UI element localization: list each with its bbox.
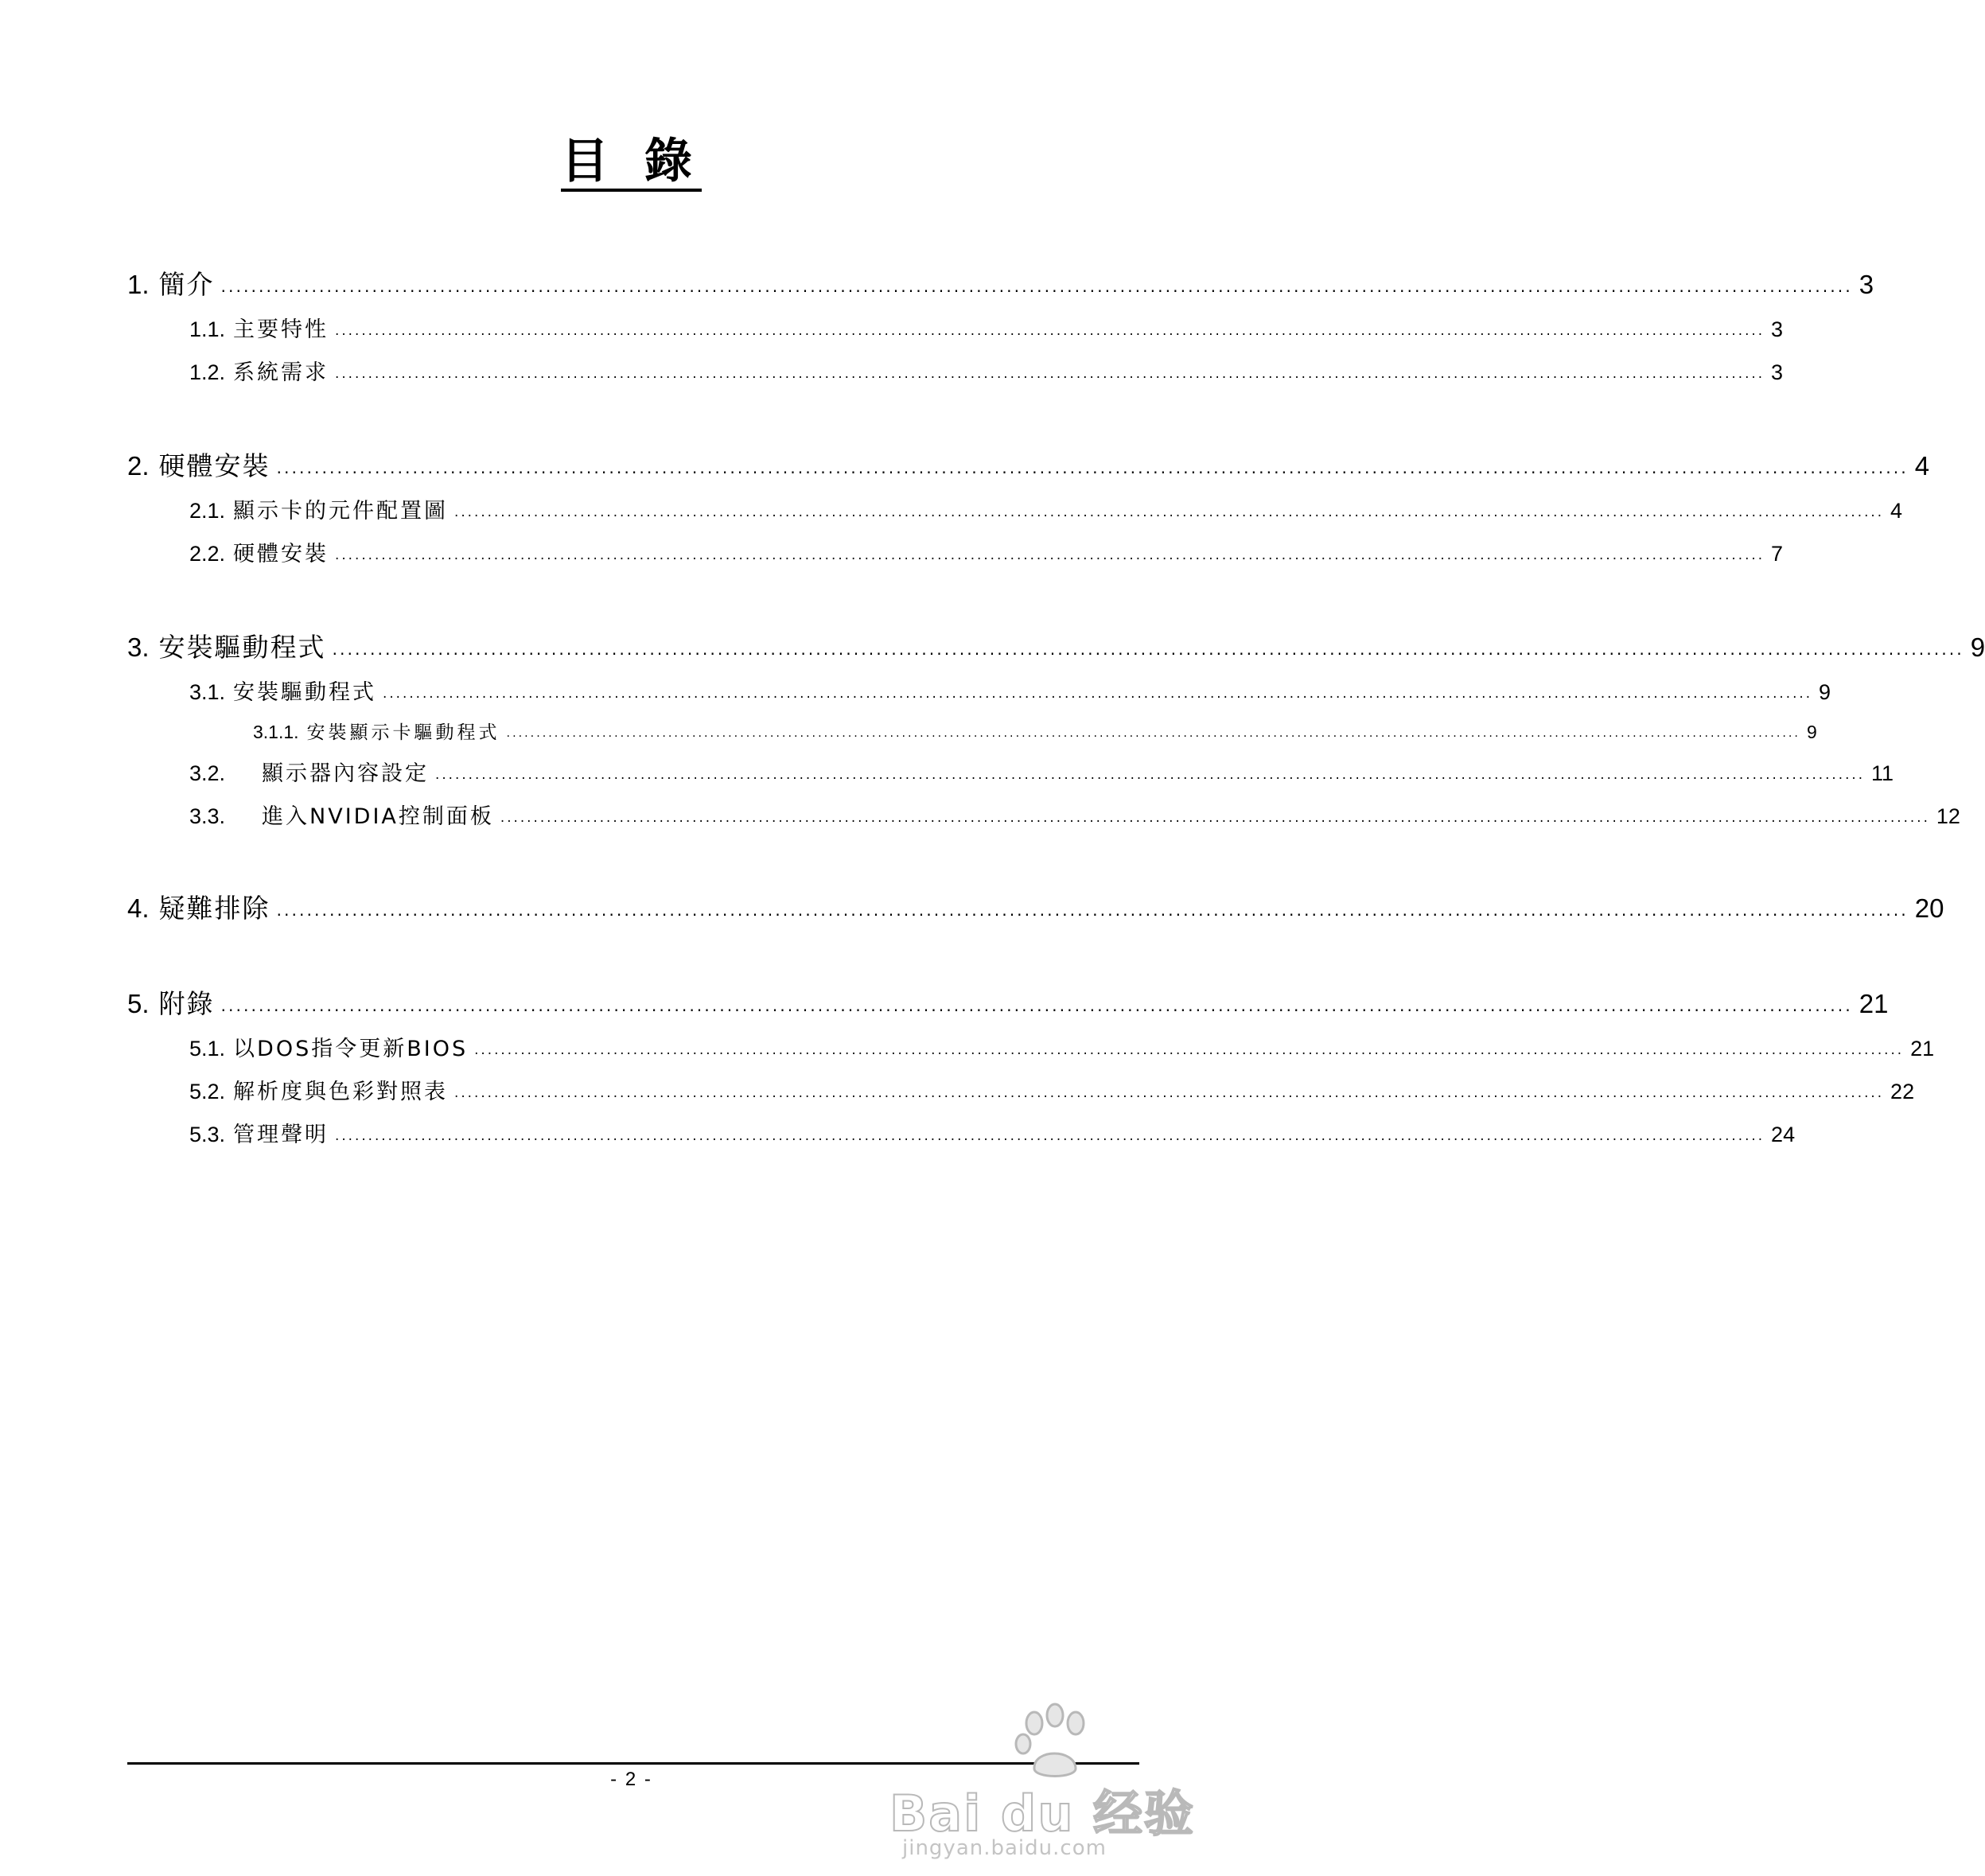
toc-dot-leader: ........................................................................................................................................................................................................................	[454, 1084, 1885, 1100]
toc-entry-page: 3	[1771, 317, 1784, 341]
toc-entry-title: 解析度與色彩對照表	[233, 1080, 449, 1104]
toc-entry[interactable]	[189, 756, 1894, 787]
toc-entry-page: 21	[1910, 1037, 1935, 1061]
toc-entry[interactable]	[127, 983, 1889, 1021]
toc-dot-leader: ........................................................................................................................................................................................................................	[500, 809, 1930, 825]
toc-dot-leader: ........................................................................................................................................................................................................................	[335, 365, 1765, 381]
toc-entry-number: 1.1.	[189, 317, 226, 341]
toc-entry[interactable]	[189, 493, 1903, 524]
toc-entry-title: 系統需求	[233, 360, 329, 385]
toc-dot-leader: ........................................................................................................................................................................................................................	[335, 322, 1765, 338]
toc-dot-leader: ........................................................................................................................................................................................................................	[220, 277, 1853, 296]
toc-entry-title: 安裝驅動程式	[158, 632, 326, 663]
toc-entry-title: 進入NVIDIA控制面板	[262, 804, 494, 829]
toc-entry[interactable]	[127, 888, 1944, 925]
toc-entry[interactable]	[127, 264, 1874, 302]
toc-entry[interactable]	[127, 446, 1930, 483]
toc-entry-title: 顯示器內容設定	[262, 761, 430, 786]
toc-entry-title: 安裝驅動程式	[233, 680, 377, 705]
toc-entry-page: 3	[1771, 360, 1784, 384]
toc-entry-number: 5.	[127, 989, 150, 1018]
toc-entry-title: 疑難排除	[158, 893, 271, 924]
toc-entry-number: 4.	[127, 893, 150, 923]
paw-icon	[1010, 1703, 1098, 1782]
toc-entry-title: 附錄	[158, 988, 215, 1019]
toc-dot-leader: ........................................................................................................................................................................................................................	[435, 766, 1866, 782]
toc-entry-page: 11	[1871, 761, 1894, 785]
watermark-url: jingyan.baidu.com	[902, 1836, 1107, 1860]
toc-entry-number: 3.	[127, 632, 150, 662]
baidu-jingyan-watermark	[889, 1703, 1196, 1860]
toc-entry-title: 管理聲明	[233, 1123, 329, 1147]
toc-entry-number: 3.3.	[189, 804, 226, 828]
toc-entry-page: 4	[1914, 451, 1930, 481]
toc-entry-number: 2.	[127, 451, 150, 481]
toc-dot-leader: ........................................................................................................................................................................................................................	[332, 640, 1964, 659]
page-title-text: 目 錄	[561, 137, 702, 192]
toc-entry-page: 9	[1806, 722, 1817, 742]
toc-dot-leader: ........................................................................................................................................................................................................................	[454, 504, 1885, 520]
toc-dot-leader: ........................................................................................................................................................................................................................	[335, 1127, 1765, 1143]
toc-dot-leader: ........................................................................................................................................................................................................................	[506, 727, 1800, 740]
toc-entry-number: 1.2.	[189, 360, 226, 384]
toc-entry-title: 顯示卡的元件配置圖	[233, 499, 449, 523]
toc-dot-leader: ........................................................................................................................................................................................................................	[276, 458, 1909, 477]
toc-entry-page: 21	[1859, 989, 1889, 1018]
toc-entry-number: 5.2.	[189, 1080, 226, 1103]
toc-entry-title: 簡介	[158, 269, 215, 300]
toc-entry-page: 9	[1970, 632, 1985, 662]
toc-dot-leader: ........................................................................................................................................................................................................................	[383, 685, 1813, 701]
footer-page-number: - 2 -	[610, 1769, 652, 1790]
toc-dot-leader: ........................................................................................................................................................................................................................	[276, 901, 1909, 920]
toc-entry[interactable]	[189, 1031, 1935, 1062]
toc-entry-number: 3.1.	[189, 680, 226, 704]
toc-entry-title: 硬體安裝	[158, 450, 271, 481]
toc-entry-number: 3.2.	[189, 761, 226, 785]
toc-entry[interactable]	[189, 1117, 1796, 1148]
toc-entry[interactable]	[189, 675, 1831, 706]
toc-entry[interactable]	[127, 627, 1985, 664]
toc-entry-number: 5.3.	[189, 1123, 226, 1146]
toc-entry[interactable]	[189, 355, 1784, 386]
toc-entry-number: 1.	[127, 270, 150, 299]
toc-entry[interactable]	[253, 718, 1817, 744]
toc-dot-leader: ........................................................................................................................................................................................................................	[474, 1041, 1905, 1057]
toc-entry[interactable]	[189, 799, 1960, 830]
toc-dot-leader: ........................................................................................................................................................................................................................	[220, 996, 1853, 1015]
toc-entry-title: 主要特性	[233, 317, 329, 342]
toc-entry-page: 12	[1936, 804, 1960, 828]
toc-entry-number: 2.1.	[189, 499, 226, 523]
toc-dot-leader: ........................................................................................................................................................................................................................	[335, 547, 1765, 562]
toc-entry-page: 22	[1890, 1080, 1915, 1103]
toc-entry-title: 以DOS指令更新BIOS	[233, 1037, 469, 1061]
toc-entry-page: 4	[1890, 499, 1903, 523]
toc-entry[interactable]	[189, 536, 1784, 567]
toc-entry-page: 7	[1771, 542, 1784, 566]
watermark-logo-text: Bai du 经验	[889, 1785, 1196, 1843]
toc-entry-number: 2.2.	[189, 542, 226, 566]
toc-entry[interactable]	[189, 1074, 1915, 1105]
toc-entry-page: 3	[1859, 270, 1874, 299]
toc-entry-page: 24	[1771, 1123, 1796, 1146]
toc-entry-title: 硬體安裝	[233, 542, 329, 566]
toc-entry-title: 安裝顯示卡驅動程式	[306, 722, 500, 743]
toc-entry-number: 5.1.	[189, 1037, 226, 1061]
toc-entry-page: 20	[1914, 893, 1944, 923]
toc-entry-page: 9	[1819, 680, 1831, 704]
toc-entry-number: 3.1.1.	[253, 722, 299, 742]
toc-entry[interactable]	[189, 312, 1784, 343]
